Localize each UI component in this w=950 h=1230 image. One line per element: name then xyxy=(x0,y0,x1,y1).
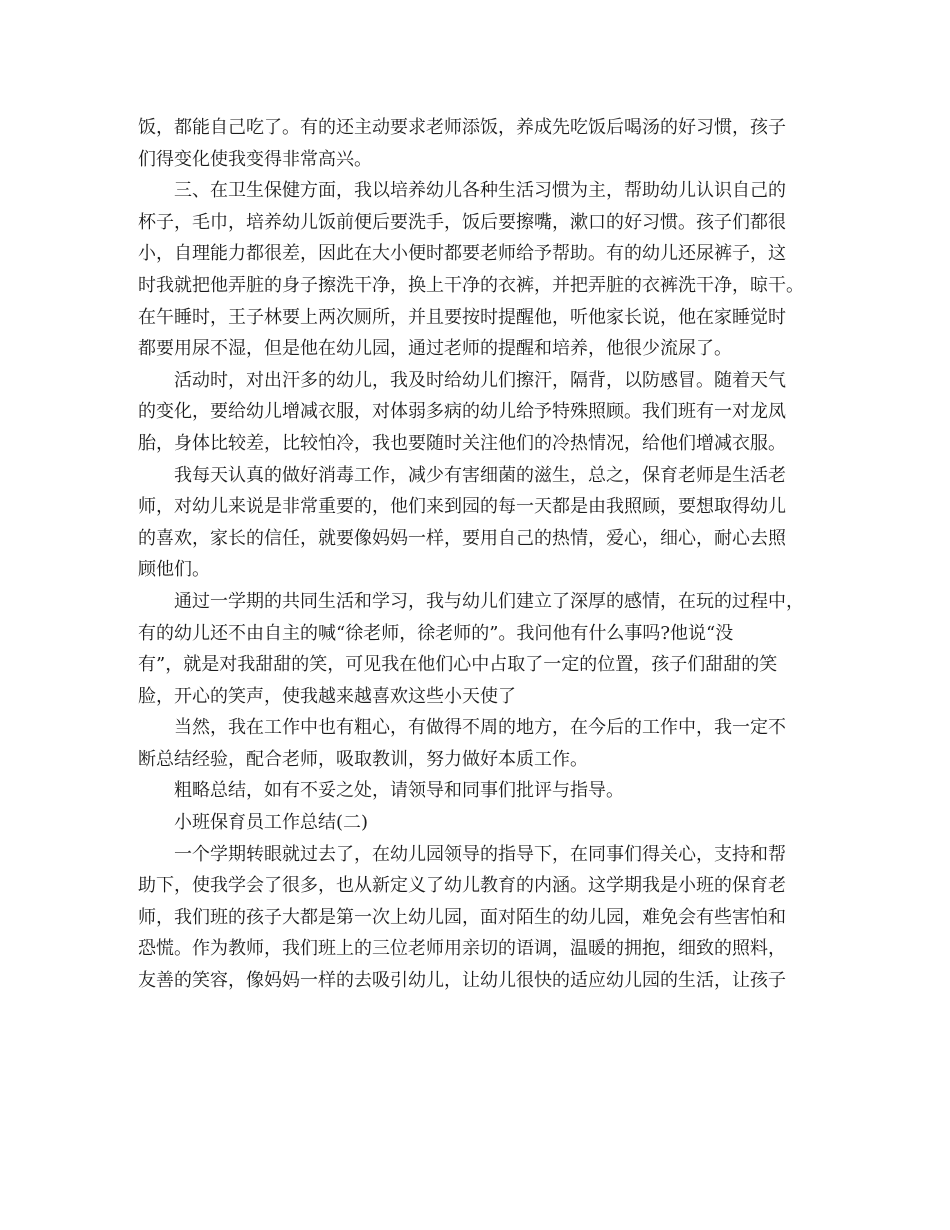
text-line: 时我就把他弄脏的身子擦洗干净，换上干净的衣裤，并把弄脏的衣裤洗干净，晾干。 xyxy=(138,274,804,296)
text-line: 师，我们班的孩子大都是第一次上幼儿园，面对陌生的幼儿园，难免会有些害怕和 xyxy=(138,906,786,928)
text-line: 们得变化使我变得非常高兴。 xyxy=(138,148,372,170)
text-line: 有”，就是对我甜甜的笑，可见我在他们心中占取了一定的位置，孩子们甜甜的笑 xyxy=(138,654,778,676)
text-line: 断总结经验，配合老师，吸取教训，努力做好本质工作。 xyxy=(138,748,588,770)
text-line: 脸，开心的笑声，使我越来越喜欢这些小天使了 xyxy=(138,685,516,707)
text-line: 粗略总结，如有不妥之处，请领导和同事们批评与指导。 xyxy=(174,780,624,802)
text-line: 当然，我在工作中也有粗心，有做得不周的地方，在今后的工作中，我一定不 xyxy=(174,717,786,739)
text-line: 的喜欢，家长的信任，就要像妈妈一样，要用自己的热情，爱心，细心，耐心去照 xyxy=(138,527,786,549)
text-line: 小，自理能力都很差，因此在大小便时都要老师给予帮助。有的幼儿还尿裤子，这 xyxy=(138,243,786,265)
text-line: 助下，使我学会了很多，也从新定义了幼儿教育的内涵。这学期我是小班的保育老 xyxy=(138,875,786,897)
text-line: 活动时，对出汗多的幼儿，我及时给幼儿们擦汗，隔背，以防感冒。随着天气 xyxy=(174,369,786,391)
text-line: 小班保育员工作总结(二) xyxy=(174,812,369,834)
text-line: 师，对幼儿来说是非常重要的，他们来到园的每一天都是由我照顾，要想取得幼儿 xyxy=(138,496,786,518)
text-line: 都要用尿不湿，但是他在幼儿园，通过老师的提醒和培养，他很少流尿了。 xyxy=(138,338,732,360)
text-line: 我每天认真的做好消毒工作，减少有害细菌的滋生，总之，保育老师是生活老 xyxy=(174,464,786,486)
text-line: 三、在卫生保健方面，我以培养幼儿各种生活习惯为主，帮助幼儿认识自己的 xyxy=(174,180,786,202)
text-line: 顾他们。 xyxy=(138,559,210,581)
text-line: 友善的笑容，像妈妈一样的去吸引幼儿，让幼儿很快的适应幼儿园的生活，让孩子 xyxy=(138,970,786,992)
document-body xyxy=(138,112,828,997)
text-line: 饭，都能自己吃了。有的还主动要求老师添饭，养成先吃饭后喝汤的好习惯，孩子 xyxy=(138,117,786,138)
text-line: 恐慌。作为教师，我们班上的三位老师用亲切的语调，温暖的拥抱，细致的照料， xyxy=(138,938,786,960)
text-line: 的变化，要给幼儿增减衣服，对体弱多病的幼儿给予特殊照顾。我们班有一对龙凤 xyxy=(138,401,786,423)
text-line: 杯子，毛巾，培养幼儿饭前便后要洗手，饭后要擦嘴，漱口的好习惯。孩子们都很 xyxy=(138,211,786,233)
text-line: 一个学期转眼就过去了，在幼儿园领导的指导下，在同事们得关心，支持和帮 xyxy=(174,843,786,865)
text-line: 胎，身体比较差，比较怕冷，我也要随时关注他们的冷热情况，给他们增减衣服。 xyxy=(138,432,786,454)
text-line: 有的幼儿还不由自主的喊“徐老师，徐老师的”。我问他有什么事吗?他说“没 xyxy=(138,622,734,644)
text-line: 通过一学期的共同生活和学习，我与幼儿们建立了深厚的感情，在玩的过程中， xyxy=(174,590,804,612)
text-line: 在午睡时，王子林要上两次厕所，并且要按时提醒他，听他家长说，他在家睡觉时 xyxy=(138,306,786,328)
